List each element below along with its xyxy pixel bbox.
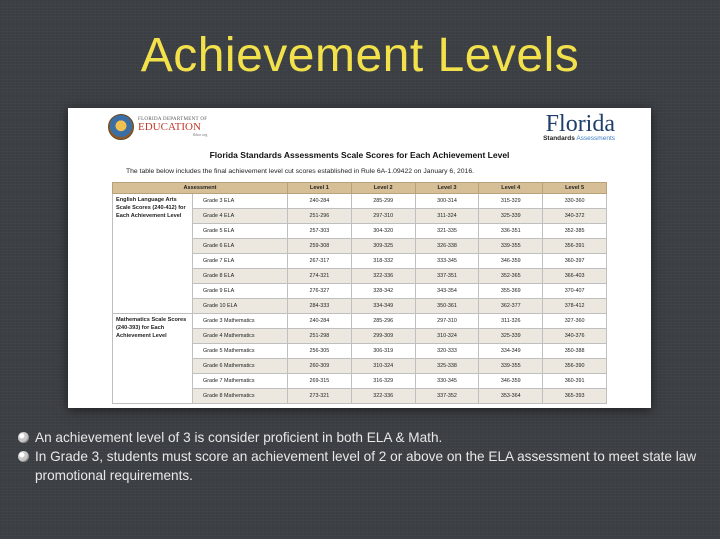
score-range-cell: 297-310 <box>415 314 479 329</box>
bullet-list <box>18 428 708 485</box>
fsa-logo-sub <box>543 135 615 142</box>
fdoe-logo-main: EDUCATION <box>138 121 201 133</box>
slide-title: Achievement Levels <box>140 29 580 82</box>
score-range-cell: 251-296 <box>288 209 352 224</box>
score-range-cell: 299-309 <box>351 329 415 344</box>
table-header-row <box>113 183 607 194</box>
score-range-cell: 355-369 <box>479 284 543 299</box>
bullet-icon <box>18 432 29 443</box>
score-range-cell: 365-393 <box>543 389 607 404</box>
score-range-cell: 322-336 <box>351 269 415 284</box>
score-range-cell: 352-385 <box>543 224 607 239</box>
fdoe-logo-bottom: fldoe.org <box>192 132 208 137</box>
score-range-cell: 311-324 <box>415 209 479 224</box>
score-range-cell: 310-324 <box>415 329 479 344</box>
score-range-cell: 339-355 <box>479 359 543 374</box>
score-range-cell: 328-342 <box>351 284 415 299</box>
score-range-cell: 366-403 <box>543 269 607 284</box>
score-range-cell: 339-355 <box>479 239 543 254</box>
grade-cell: Grade 3 ELA <box>193 194 288 209</box>
grade-cell: Grade 8 Mathematics <box>193 389 288 404</box>
score-range-cell: 330-345 <box>415 374 479 389</box>
bullet-text: An achievement level of 3 is consider proficient in both ELA & Math. <box>35 430 443 445</box>
score-range-cell: 315-329 <box>479 194 543 209</box>
score-range-cell: 257-303 <box>288 224 352 239</box>
header-assessment: Assessment <box>113 183 288 194</box>
grade-cell: Grade 8 ELA <box>193 269 288 284</box>
score-range-cell: 285-299 <box>351 194 415 209</box>
score-range-cell: 330-360 <box>543 194 607 209</box>
grade-cell: Grade 9 ELA <box>193 284 288 299</box>
score-range-cell: 259-308 <box>288 239 352 254</box>
bullet-item <box>18 428 708 447</box>
header-level-1: Level 1 <box>288 183 352 194</box>
table-body <box>113 194 607 404</box>
score-range-cell: 320-333 <box>415 344 479 359</box>
bullet-text: In Grade 3, students must score an achievement level of 2 or above on the ELA assessment to meet state law promotional requirements. <box>35 449 697 483</box>
score-range-cell: 285-296 <box>351 314 415 329</box>
score-range-cell: 325-339 <box>479 329 543 344</box>
score-range-cell: 360-391 <box>543 374 607 389</box>
grade-cell: Grade 5 ELA <box>193 224 288 239</box>
grade-cell: Grade 6 Mathematics <box>193 359 288 374</box>
grade-cell: Grade 6 ELA <box>193 239 288 254</box>
score-range-cell: 322-336 <box>351 389 415 404</box>
score-range-cell: 352-365 <box>479 269 543 284</box>
score-range-cell: 267-317 <box>288 254 352 269</box>
score-range-cell: 350-388 <box>543 344 607 359</box>
score-range-cell: 370-407 <box>543 284 607 299</box>
score-range-cell: 310-324 <box>351 359 415 374</box>
fsa-logo-sub-dark: Standards <box>543 135 575 142</box>
table-row <box>113 194 607 209</box>
score-range-cell: 276-327 <box>288 284 352 299</box>
document-image <box>68 108 651 408</box>
score-range-cell: 356-390 <box>543 359 607 374</box>
score-range-cell: 300-314 <box>415 194 479 209</box>
fsa-logo-sub-blue: Assessments <box>576 135 615 142</box>
score-range-cell: 327-360 <box>543 314 607 329</box>
table-row <box>113 314 607 329</box>
score-range-cell: 284-333 <box>288 299 352 314</box>
grade-cell: Grade 3 Mathematics <box>193 314 288 329</box>
score-range-cell: 306-319 <box>351 344 415 359</box>
score-range-cell: 274-321 <box>288 269 352 284</box>
score-range-cell: 333-345 <box>415 254 479 269</box>
score-range-cell: 340-372 <box>543 209 607 224</box>
score-range-cell: 334-349 <box>479 344 543 359</box>
score-range-cell: 360-397 <box>543 254 607 269</box>
score-range-cell: 273-321 <box>288 389 352 404</box>
header-level-2: Level 2 <box>351 183 415 194</box>
score-range-cell: 269-315 <box>288 374 352 389</box>
score-range-cell: 356-391 <box>543 239 607 254</box>
header-level-5: Level 5 <box>543 183 607 194</box>
score-range-cell: 318-332 <box>351 254 415 269</box>
fdoe-logo <box>108 114 207 140</box>
bullet-icon <box>18 451 29 462</box>
score-range-cell: 326-338 <box>415 239 479 254</box>
score-range-cell: 251-298 <box>288 329 352 344</box>
score-range-cell: 311-326 <box>479 314 543 329</box>
score-range-cell: 362-377 <box>479 299 543 314</box>
grade-cell: Grade 5 Mathematics <box>193 344 288 359</box>
grade-cell: Grade 4 Mathematics <box>193 329 288 344</box>
score-range-cell: 346-359 <box>479 254 543 269</box>
grade-cell: Grade 7 Mathematics <box>193 374 288 389</box>
score-range-cell: 309-325 <box>351 239 415 254</box>
score-range-cell: 336-351 <box>479 224 543 239</box>
score-range-cell: 334-349 <box>351 299 415 314</box>
score-range-cell: 325-339 <box>479 209 543 224</box>
score-range-cell: 378-412 <box>543 299 607 314</box>
score-range-cell: 353-364 <box>479 389 543 404</box>
score-range-cell: 337-351 <box>415 269 479 284</box>
fdoe-logo-top: FLORIDA DEPARTMENT OF <box>138 117 208 122</box>
fsa-logo <box>543 112 615 142</box>
grade-cell: Grade 7 ELA <box>193 254 288 269</box>
subject-cell: Mathematics Scale Scores (240-393) for Each Achievement Level <box>113 314 193 404</box>
bullet-item <box>18 447 708 485</box>
score-range-cell: 340-376 <box>543 329 607 344</box>
header-level-3: Level 3 <box>415 183 479 194</box>
document-header <box>68 108 651 150</box>
score-range-cell: 256-305 <box>288 344 352 359</box>
state-seal-icon <box>108 114 134 140</box>
fsa-logo-main: Florida <box>545 111 615 137</box>
score-range-cell: 346-359 <box>479 374 543 389</box>
score-range-cell: 260-309 <box>288 359 352 374</box>
score-range-cell: 350-361 <box>415 299 479 314</box>
score-range-cell: 304-320 <box>351 224 415 239</box>
score-range-cell: 316-329 <box>351 374 415 389</box>
score-range-cell: 240-284 <box>288 314 352 329</box>
score-range-cell: 325-338 <box>415 359 479 374</box>
score-range-cell: 337-352 <box>415 389 479 404</box>
score-range-cell: 297-310 <box>351 209 415 224</box>
header-level-4: Level 4 <box>479 183 543 194</box>
score-range-cell: 240-284 <box>288 194 352 209</box>
scores-table <box>112 182 607 404</box>
document-title: Florida Standards Assessments Scale Scores for Each Achievement Level <box>209 150 510 160</box>
score-range-cell: 321-335 <box>415 224 479 239</box>
score-range-cell: 343-354 <box>415 284 479 299</box>
grade-cell: Grade 4 ELA <box>193 209 288 224</box>
grade-cell: Grade 10 ELA <box>193 299 288 314</box>
subject-cell: English Language Arts Scale Scores (240-412) for Each Achievement Level <box>113 194 193 314</box>
document-intro: The table below includes the final achievement level cut scores established in Rule 6A-1.09422 on January 6, 2016. <box>126 168 474 175</box>
